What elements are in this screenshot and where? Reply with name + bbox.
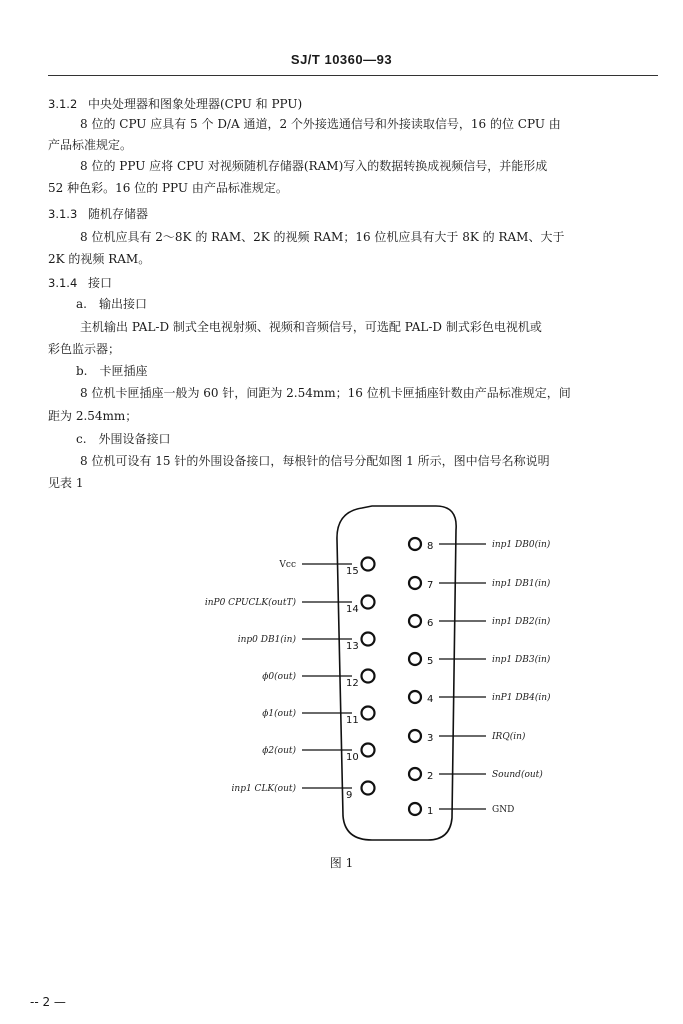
pin-11-number: 11: [346, 715, 359, 726]
line-text: 中央处理器和图象处理器(CPU 和 PPU): [88, 97, 303, 111]
line-text: 主机输出 PAL-D 制式全电视射频、视频和音频信号，可选配 PAL-D 制式彩色电视机或: [80, 320, 542, 334]
line-text: 见表 1: [48, 476, 84, 490]
line-text: c. 外围设备接口: [76, 432, 171, 446]
pin-12-number: 12: [346, 678, 359, 689]
pin-4-number: 4: [427, 694, 434, 705]
pin-6-number: 6: [427, 618, 434, 629]
connector-shell: [337, 506, 456, 840]
page-header: SJ/T 10360—93: [290, 52, 393, 67]
pin-11-socket: [362, 707, 375, 720]
pin-2-signal-label: Sound(out): [492, 770, 543, 780]
pin-6-signal-label: inp1 DB2(in): [492, 617, 551, 627]
pin-6-socket: [409, 615, 421, 627]
pin-9-socket: [362, 782, 375, 795]
pin-14-socket: [362, 596, 375, 609]
pin-15-socket: [362, 558, 375, 571]
pin-13-signal-label: inp0 DB1(in): [237, 635, 296, 645]
pin-5-socket: [409, 653, 421, 665]
line-text: 产品标准规定。: [48, 138, 133, 152]
pin-1-socket: [409, 803, 421, 815]
pin-8-socket: [409, 538, 421, 550]
line-text: 2K 的视频 RAM。: [48, 252, 151, 266]
pin-15-signal-label: Vcc: [279, 560, 296, 570]
pin-9-number: 9: [346, 790, 353, 801]
line-text: b. 卡匣插座: [76, 364, 148, 378]
pin-14-signal-label: inP0 CPUCLK(outT): [204, 598, 296, 608]
pin-12-signal-label: ϕ0(out): [262, 672, 296, 682]
line-text: 随机存储器: [88, 207, 149, 221]
pin-1-signal-label: GND: [492, 805, 515, 815]
section-number: 3.1.3: [48, 207, 78, 221]
pin-5-number: 5: [427, 656, 434, 667]
pin-13-number: 13: [346, 641, 359, 652]
line-text: 52 种色彩。16 位的 PPU 由产品标准规定。: [48, 181, 288, 195]
line-text: a. 输出接口: [76, 297, 147, 311]
pin-10-socket: [362, 744, 375, 757]
pin-2-number: 2: [427, 771, 434, 782]
pin-10-signal-label: ϕ2(out): [262, 746, 296, 756]
pin-15-number: 15: [346, 566, 359, 577]
pin-3-socket: [409, 730, 421, 742]
page-number: -- 2 —: [30, 995, 66, 1009]
pin-8-signal-label: inp1 DB0(in): [492, 540, 551, 550]
line-text: 接口: [88, 276, 113, 290]
line-text: 8 位的 CPU 应具有 5 个 D/A 通道，2 个外接选通信号和外接读取信号，16 的位 CPU 由: [80, 117, 561, 131]
pin-14-number: 14: [346, 604, 359, 615]
pin-13-socket: [362, 633, 375, 646]
pin-5-signal-label: inp1 DB3(in): [492, 655, 551, 665]
pin-9-signal-label: inp1 CLK(out): [231, 784, 296, 794]
line-text: 距为 2.54mm；: [48, 409, 138, 423]
line-text: 8 位机可设有 15 针的外围设备接口，每根针的信号分配如图 1 所示，图中信号名称说明: [80, 454, 550, 468]
pin-11-signal-label: ϕ1(out): [262, 709, 296, 719]
line-text: 8 位机应具有 2～8K 的 RAM、2K 的视频 RAM；16 位机应具有大于 8K 的 RAM、大于: [80, 230, 565, 244]
line-text: 8 位的 PPU 应将 CPU 对视频随机存储器(RAM)写入的数据转换成视频信号，并能形成: [80, 159, 548, 173]
pin-12-socket: [362, 670, 375, 683]
pin-4-signal-label: inP1 DB4(in): [492, 693, 551, 703]
pin-7-number: 7: [427, 580, 434, 591]
pin-7-socket: [409, 577, 421, 589]
section-number: 3.1.4: [48, 276, 78, 290]
pin-3-number: 3: [427, 733, 434, 744]
pin-2-socket: [409, 768, 421, 780]
pin-4-socket: [409, 691, 421, 703]
pin-8-number: 8: [427, 541, 434, 552]
line-text: 8 位机卡匣插座一般为 60 针，间距为 2.54mm；16 位机卡匣插座针数由产品标准规定，间: [80, 386, 571, 400]
pin-7-signal-label: inp1 DB1(in): [492, 579, 551, 589]
section-number: 3.1.2: [48, 97, 78, 111]
pin-1-number: 1: [427, 806, 434, 817]
pin-10-number: 10: [346, 752, 359, 763]
figure-caption: 图 1: [329, 856, 354, 870]
line-text: 彩色监示器；: [48, 342, 121, 356]
pin-3-signal-label: IRQ(in): [492, 732, 526, 742]
